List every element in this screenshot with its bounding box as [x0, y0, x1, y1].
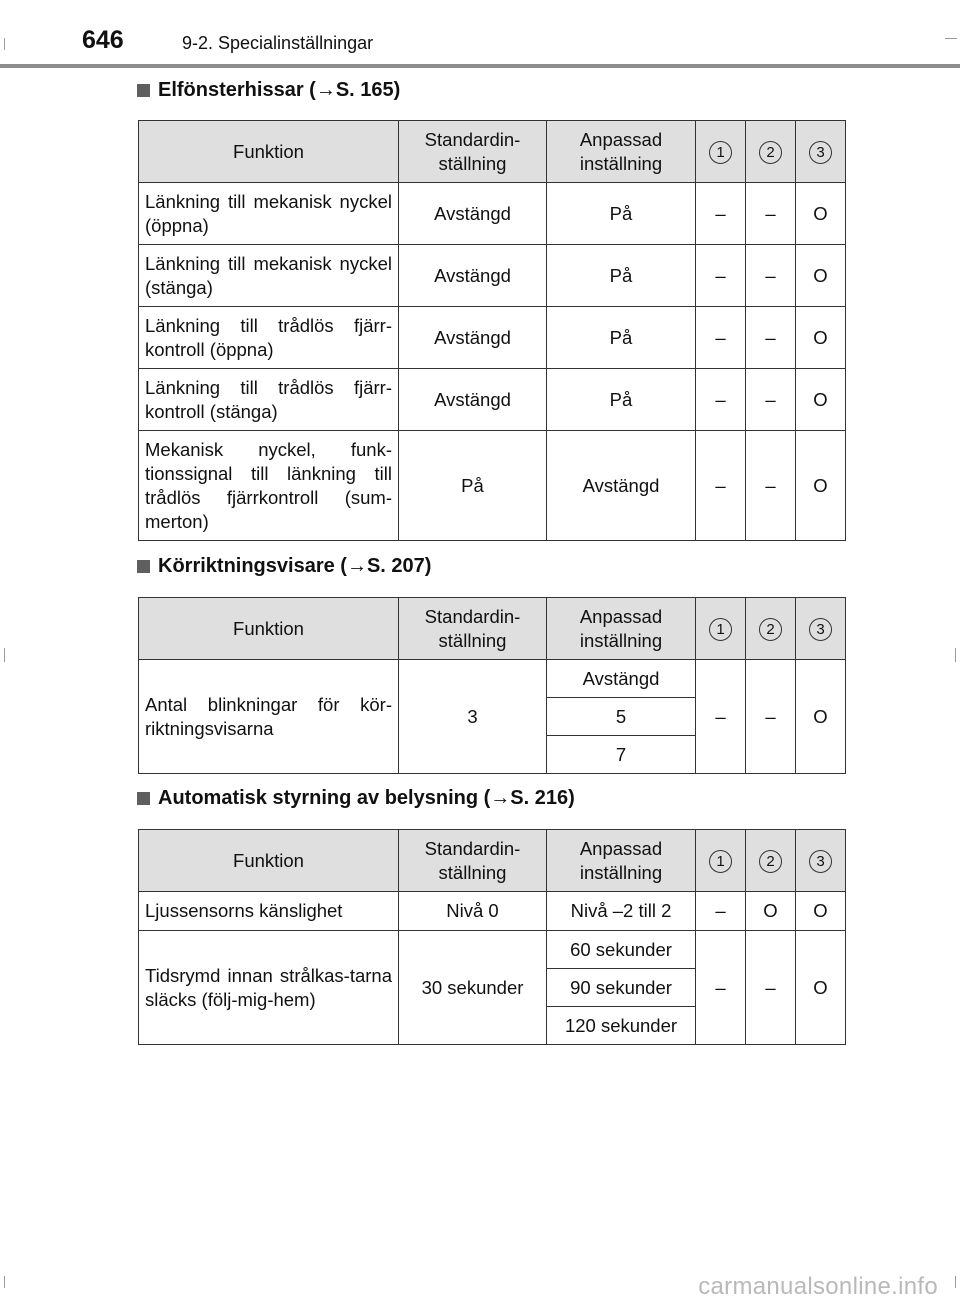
col-header-default: Standardin-ställning — [399, 121, 547, 183]
mark-cell-3: O — [796, 245, 846, 307]
mark-cell-3: O — [796, 931, 846, 1045]
col-header-function: Funktion — [139, 121, 399, 183]
crop-mark — [955, 1276, 956, 1288]
circled-2-icon: 2 — [759, 618, 782, 641]
table-row — [139, 931, 846, 969]
col-header-default: Standardin-ställning — [399, 830, 547, 892]
default-cell: Avstängd — [399, 183, 547, 245]
mark-cell-2: – — [746, 931, 796, 1045]
mark-cell-2: O — [746, 892, 796, 931]
section-title: Automatisk styrning av belysning ( — [158, 787, 491, 809]
circled-1-icon: 1 — [709, 618, 732, 641]
default-cell: På — [399, 431, 547, 541]
mark-cell-3: O — [796, 660, 846, 774]
table-row — [139, 892, 846, 931]
default-cell: Avstängd — [399, 307, 547, 369]
arrow-icon: → — [315, 79, 336, 101]
section-title: Körriktningsvisare ( — [158, 555, 347, 577]
custom-option-cell: 60 sekunder — [547, 931, 696, 969]
section-title: Elfönsterhissar ( — [158, 79, 316, 101]
custom-cell: På — [547, 183, 696, 245]
table-row — [139, 660, 846, 698]
section-heading-auto-lights — [137, 787, 575, 810]
crop-mark — [945, 38, 957, 39]
mark-cell-3: O — [796, 183, 846, 245]
mark-cell-3: O — [796, 307, 846, 369]
function-cell: Länkning till mekanisk nyckel (öppna) — [139, 183, 399, 245]
col-header-1 — [696, 598, 746, 660]
default-cell: Avstängd — [399, 245, 547, 307]
custom-option-cell: Avstängd — [547, 660, 696, 698]
header-rule — [0, 64, 960, 68]
page-reference[interactable]: S. 207) — [366, 555, 432, 577]
custom-cell: Nivå –2 till 2 — [547, 892, 696, 931]
mark-cell-2: – — [746, 369, 796, 431]
mark-cell-1: – — [696, 369, 746, 431]
default-cell: 30 sekunder — [399, 931, 547, 1045]
mark-cell-1: – — [696, 931, 746, 1045]
turn-signals-table — [138, 597, 846, 774]
custom-cell: På — [547, 245, 696, 307]
circled-1-icon: 1 — [709, 850, 732, 873]
col-header-1 — [696, 830, 746, 892]
auto-lights-table — [138, 829, 846, 1045]
power-windows-table — [138, 120, 846, 541]
crop-mark — [4, 1276, 5, 1288]
custom-option-cell: 7 — [547, 736, 696, 774]
col-header-2 — [746, 598, 796, 660]
col-header-3 — [796, 121, 846, 183]
col-header-3 — [796, 830, 846, 892]
crop-mark — [4, 648, 5, 662]
page-number: 646 — [82, 26, 124, 54]
mark-cell-2: – — [746, 431, 796, 541]
function-cell: Ljussensorns känslighet — [139, 892, 399, 931]
col-header-default: Standardin-ställning — [399, 598, 547, 660]
col-header-custom: Anpassad inställning — [547, 121, 696, 183]
function-cell: Länkning till trådlös fjärr-kontroll (stänga) — [139, 369, 399, 431]
mark-cell-1: – — [696, 307, 746, 369]
col-header-function: Funktion — [139, 830, 399, 892]
square-bullet-icon — [137, 560, 150, 573]
mark-cell-1: – — [696, 892, 746, 931]
col-header-custom: Anpassad inställning — [547, 830, 696, 892]
function-cell: Antal blinkningar för kör-riktningsvisarna — [139, 660, 399, 774]
table-row — [139, 183, 846, 245]
mark-cell-1: – — [696, 183, 746, 245]
square-bullet-icon — [137, 84, 150, 97]
function-cell: Länkning till trådlös fjärr-kontroll (öppna) — [139, 307, 399, 369]
circled-1-icon: 1 — [709, 141, 732, 164]
watermark: carmanualsonline.info — [698, 1273, 938, 1300]
default-cell: 3 — [399, 660, 547, 774]
mark-cell-1: – — [696, 660, 746, 774]
crop-mark — [955, 648, 956, 662]
default-cell: Avstängd — [399, 369, 547, 431]
circled-2-icon: 2 — [759, 850, 782, 873]
mark-cell-1: – — [696, 431, 746, 541]
mark-cell-3: O — [796, 892, 846, 931]
col-header-1 — [696, 121, 746, 183]
col-header-function: Funktion — [139, 598, 399, 660]
mark-cell-1: – — [696, 245, 746, 307]
circled-3-icon: 3 — [809, 618, 832, 641]
section-heading-power-windows — [137, 79, 400, 102]
custom-option-cell: 5 — [547, 698, 696, 736]
page-reference[interactable]: S. 165) — [335, 79, 401, 101]
function-cell: Mekanisk nyckel, funk-tionssignal till länkning till trådlös fjärrkontroll (sum-merton) — [139, 431, 399, 541]
custom-option-cell: 90 sekunder — [547, 969, 696, 1007]
function-cell: Tidsrymd innan strålkas-tarna släcks (följ-mig-hem) — [139, 931, 399, 1045]
table-row — [139, 307, 846, 369]
mark-cell-2: – — [746, 183, 796, 245]
chapter-title: 9-2. Specialinställningar — [182, 33, 374, 53]
arrow-icon: → — [490, 787, 511, 809]
col-header-2 — [746, 121, 796, 183]
mark-cell-2: – — [746, 660, 796, 774]
circled-2-icon: 2 — [759, 141, 782, 164]
col-header-2 — [746, 830, 796, 892]
table-row — [139, 431, 846, 541]
section-heading-turn-signals — [137, 555, 431, 578]
page-reference[interactable]: S. 216) — [510, 787, 575, 809]
custom-cell: På — [547, 369, 696, 431]
col-header-custom: Anpassad inställning — [547, 598, 696, 660]
circled-3-icon: 3 — [809, 141, 832, 164]
col-header-3 — [796, 598, 846, 660]
mark-cell-2: – — [746, 307, 796, 369]
mark-cell-3: O — [796, 369, 846, 431]
crop-mark — [4, 38, 5, 50]
custom-cell: Avstängd — [547, 431, 696, 541]
mark-cell-2: – — [746, 245, 796, 307]
default-cell: Nivå 0 — [399, 892, 547, 931]
function-cell: Länkning till mekanisk nyckel (stänga) — [139, 245, 399, 307]
circled-3-icon: 3 — [809, 850, 832, 873]
table-row — [139, 369, 846, 431]
table-row — [139, 245, 846, 307]
mark-cell-3: O — [796, 431, 846, 541]
arrow-icon: → — [346, 555, 367, 577]
square-bullet-icon — [137, 792, 150, 805]
custom-cell: På — [547, 307, 696, 369]
custom-option-cell: 120 sekunder — [547, 1007, 696, 1045]
